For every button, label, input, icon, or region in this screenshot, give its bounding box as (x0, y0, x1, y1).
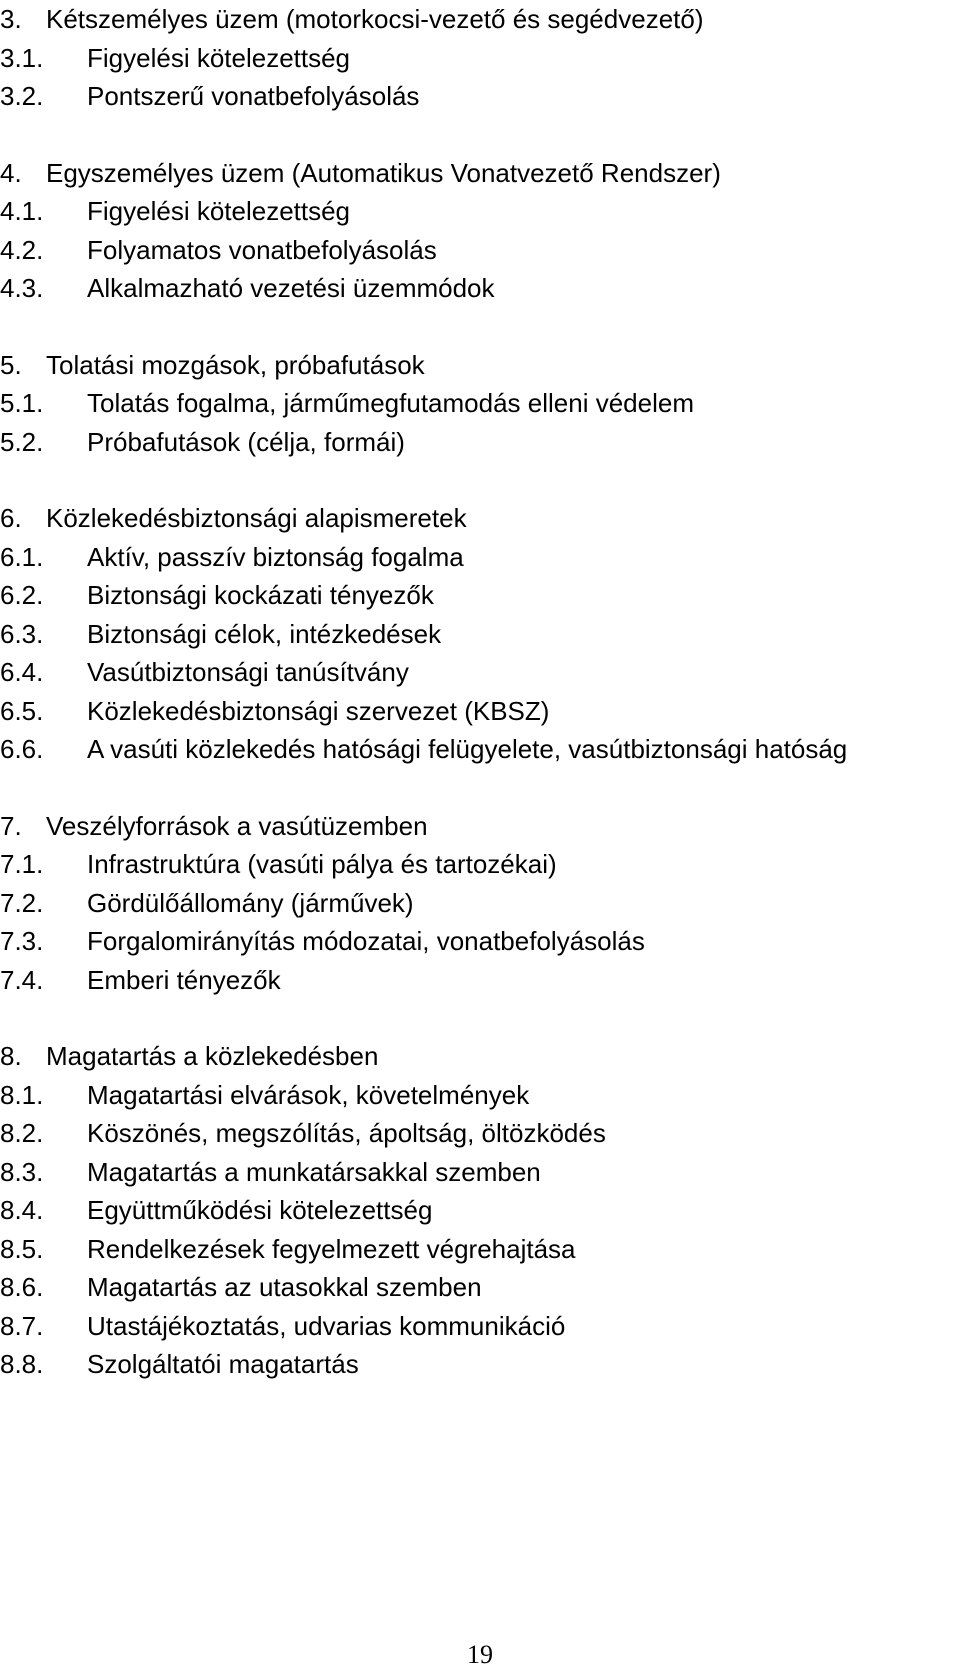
subsection-number: 3.2. (0, 81, 44, 111)
subsection-number: 6.5. (0, 695, 44, 726)
subsection-number: 7.4. (0, 964, 44, 995)
section-number: 3. (0, 4, 22, 34)
subsection-number: 8.6. (0, 1272, 44, 1302)
subsection-number: 8.4. (0, 1195, 44, 1225)
section-title: Kétszemélyes üzem (motorkocsi-vezető és segédvezető) (46, 4, 704, 34)
subsection-number: 5.1. (0, 388, 44, 418)
subsection-title: Folyamatos vonatbefolyásolás (87, 234, 437, 265)
section-number: 5. (0, 349, 22, 380)
section-title: Tolatási mozgások, próbafutások (46, 349, 425, 380)
subsection-title: Aktív, passzív biztonság fogalma (87, 541, 464, 572)
subsection-item (0, 1114, 960, 1153)
subsection-item (0, 192, 960, 231)
subsection-item (0, 576, 960, 615)
outline-section (0, 346, 960, 462)
subsection-title: Próbafutások (célja, formái) (87, 426, 405, 457)
subsection-item (0, 884, 960, 923)
section-heading (0, 154, 960, 193)
section-title: Veszélyforrások a vasútüzemben (46, 810, 428, 841)
section-number: 4. (0, 157, 22, 188)
subsection-title: Emberi tényezők (87, 964, 281, 995)
subsection-title: Utastájékoztatás, udvarias kommunikáció (87, 1310, 566, 1341)
subsection-title: Együttműködési kötelezettség (87, 1195, 433, 1225)
subsection-title: Forgalomirányítás módozatai, vonatbefolyásolás (87, 926, 645, 956)
subsection-number: 6.4. (0, 657, 44, 687)
subsection-item (0, 845, 960, 884)
outline-section (0, 499, 960, 769)
section-number: 8. (0, 1041, 22, 1071)
subsection-title: Figyelési kötelezettség (87, 196, 351, 226)
subsection-title: Infrastruktúra (vasúti pálya és tartozékai) (87, 849, 557, 879)
subsection-number: 8.8. (0, 1349, 44, 1379)
subsection-item (0, 77, 960, 116)
subsection-number: 5.2. (0, 426, 44, 457)
subsection-title: Biztonsági kockázati tényezők (87, 580, 434, 610)
subsection-title: Közlekedésbiztonsági szervezet (KBSZ) (87, 695, 550, 726)
subsection-number: 4.1. (0, 196, 44, 226)
subsection-item (0, 1076, 960, 1115)
subsection-title: Szolgáltatói magatartás (87, 1349, 359, 1379)
subsection-title: Rendelkezések fegyelmezett végrehajtása (87, 1233, 576, 1264)
subsection-title: Vasútbiztonsági tanúsítvány (87, 657, 409, 687)
subsection-item (0, 922, 960, 961)
section-heading (0, 0, 960, 39)
subsection-number: 7.1. (0, 849, 44, 879)
subsection-number: 4.2. (0, 234, 44, 265)
subsection-item (0, 1230, 960, 1269)
subsection-number: 6.6. (0, 734, 44, 764)
subsection-item (0, 1345, 960, 1384)
section-title: Egyszemélyes üzem (Automatikus Vonatvezető Rendszer) (46, 157, 721, 188)
section-number: 7. (0, 810, 22, 841)
section-heading (0, 1037, 960, 1076)
subsection-item (0, 615, 960, 654)
subsection-number: 8.5. (0, 1233, 44, 1264)
subsection-number: 6.1. (0, 541, 44, 572)
section-title: Magatartás a közlekedésben (46, 1041, 379, 1071)
subsection-number: 3.1. (0, 42, 44, 73)
outline-section (0, 1037, 960, 1384)
subsection-number: 8.1. (0, 1079, 44, 1110)
subsection-number: 6.2. (0, 580, 44, 610)
subsection-title: Gördülőállomány (járművek) (87, 887, 414, 918)
subsection-title: Köszönés, megszólítás, ápoltság, öltözködés (87, 1118, 606, 1148)
outline-section (0, 0, 960, 116)
subsection-item (0, 730, 960, 769)
subsection-item (0, 231, 960, 270)
subsection-item (0, 384, 960, 423)
section-heading (0, 499, 960, 538)
subsection-title: Magatartási elvárások, követelmények (87, 1079, 530, 1110)
section-heading (0, 346, 960, 385)
section-title: Közlekedésbiztonsági alapismeretek (46, 503, 467, 533)
subsection-item (0, 423, 960, 462)
subsection-item (0, 269, 960, 308)
subsection-item (0, 1191, 960, 1230)
subsection-number: 7.3. (0, 926, 44, 956)
subsection-title: Alkalmazható vezetési üzemmódok (87, 273, 495, 303)
section-number: 6. (0, 503, 22, 533)
outline-section (0, 154, 960, 308)
subsection-title: Magatartás a munkatársakkal szemben (87, 1156, 541, 1187)
subsection-title: Biztonsági célok, intézkedések (87, 618, 442, 649)
subsection-number: 4.3. (0, 273, 44, 303)
subsection-title: Figyelési kötelezettség (87, 42, 351, 73)
subsection-number: 6.3. (0, 618, 44, 649)
subsection-title: Magatartás az utasokkal szemben (87, 1272, 482, 1302)
subsection-number: 8.7. (0, 1310, 44, 1341)
subsection-number: 8.2. (0, 1118, 44, 1148)
subsection-item (0, 538, 960, 577)
subsection-item (0, 692, 960, 731)
subsection-item (0, 1153, 960, 1192)
subsection-item (0, 1268, 960, 1307)
subsection-item (0, 653, 960, 692)
subsection-number: 8.3. (0, 1156, 44, 1187)
outline-section (0, 807, 960, 1000)
subsection-number: 7.2. (0, 887, 44, 918)
subsection-title: A vasúti közlekedés hatósági felügyelete, vasútbiztonsági hatóság (87, 734, 848, 764)
subsection-item (0, 1307, 960, 1346)
subsection-item (0, 39, 960, 78)
subsection-item (0, 961, 960, 1000)
page-number: 19 (467, 1640, 493, 1669)
section-heading (0, 807, 960, 846)
subsection-title: Pontszerű vonatbefolyásolás (87, 81, 420, 111)
subsection-title: Tolatás fogalma, járműmegfutamodás elleni védelem (87, 388, 694, 418)
